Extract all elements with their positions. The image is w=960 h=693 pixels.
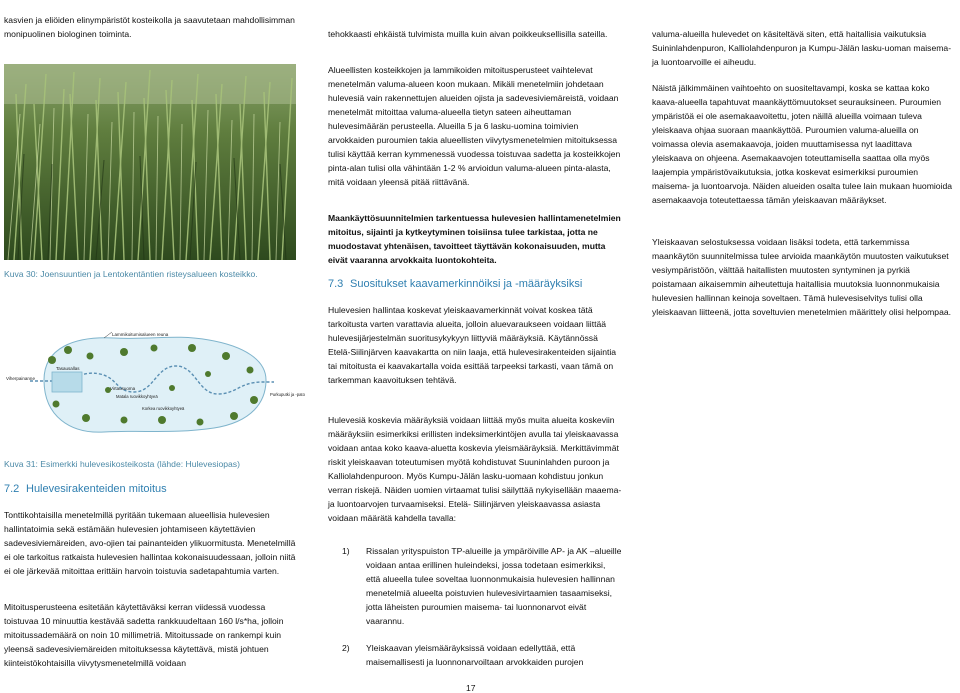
wetland-diagram — [4, 330, 305, 438]
col3-paragraph-1: valuma-alueilla hulevedet on käsiteltävä siten, että haitallisia vaikutuksia Suininlahdenpuron, Kalliolahdenpuron ja Kumpu-Jälän lasku-uoman maisema- ja luontoarvoille ei aiheudu. — [652, 29, 952, 68]
section-title: Hulevesirakenteiden mitoitus — [26, 483, 167, 495]
section-number: 7.3 — [328, 278, 344, 290]
section-heading-7-3 — [328, 277, 622, 291]
col2-paragraph-1: tehokkaasti ehkäistä tulvimista muilla kuin aivan poikkeuksellisilla sateilla. — [328, 29, 608, 39]
col2-paragraph-4: Hulevesien hallintaa koskevat yleiskaavamerkinnät voivat koskea tätä tarkoitusta varten varattavia alueita, jolloin aluevaraukseen voidaan liittää hulevesijärjestelmän suoritusykykyyn liittyviä määräyksiä. Käytännössä Etelä-Siilinjärven kaavakartta on niin laaja, että hulevesirakenteiden sijaintia tai mitoitusta ei kaavakartalla voida esittää tarpeeksi tarkasti, vaan tämä on tarkemman kaavoituksen tehtävä. — [328, 305, 617, 386]
list-item — [342, 641, 622, 669]
col2-bold-paragraph: Maankäyttösuunnitelmien tarkentuessa hulevesien hallintamenetelmien mitoitus, sijainti ja kytkeytyminen toisiinsa tulee tarkistaa, jotta ne muodostavat yhtenäisen, tavoitteet täyttävän kokonaisuuden, mutta eivät vaaranna arvokkaita luontokohteita. — [328, 213, 621, 266]
wetland-photo — [4, 64, 296, 260]
recommendation-list — [342, 544, 622, 669]
section-number: 7.2 — [4, 483, 20, 495]
list-item-number: 1) — [342, 546, 350, 556]
section-heading-7-2 — [4, 482, 167, 496]
col3-paragraph-2: Näistä jälkimmäinen vaihtoehto on suositeltavampi, koska se kattaa koko kaava-alueella tapahtuvat maankäyttömuutokset seurauksineen. Puroumien ympäristöä ei ole asemakaavoitettu, joten näillä alueilla voimaan tuleva yleiskaava ohjaa suoraan maankäyttöä. Puroumien valuma-alueilla on voimassa olevia asemakaavoja, joiden muuttamisessa nyt laadittava yleiskaava on ohjeena. Asemakaavojen toteuttamisella saattaa olla myös laajempia ympäristövaikutuksia, jotka koskevat esimerkiksi puroumien maisema- ja luontoarvoja. Näiden alueiden osalta tulee lain mukaan huomioida asemakaavoja toteutettaessa tämän yleiskaavan määräykset. — [652, 83, 953, 206]
reed-photo-illustration — [4, 64, 296, 260]
diagram-label-inlet: Viherpainanne — [6, 376, 35, 381]
diagram-label-high: Korkea ruovikkoyhtyeä — [142, 406, 185, 411]
list-item-text: Rissalan yrityspuiston TP-alueille ja ympäröiville AP- ja AK –alueille voidaan antaa erillinen huleindeksi, jossa todetaan esimerkiksi, että alueella tulee soveltaa luonnonmukaisia hulevesien hallinnan menetelmiä alueelta poistuvien hulevesivirtaamien tasaamiseksi, jotta läheisten puroumien maisema- tai luonnonarvot eivät vaarannu. — [366, 546, 622, 627]
diagram-label-settling: Tasausallas — [56, 366, 80, 371]
diagram-label-outlet: Purkuputki ja -pato — [270, 392, 305, 397]
wetland-diagram-illustration — [4, 330, 305, 438]
diagram-label-shallow: Matala ruovikkoyhtyeä — [116, 394, 158, 399]
page-number: 17 — [466, 683, 476, 693]
col3-paragraph-3: Yleiskaavan selostuksessa voidaan lisäksi todeta, että tarkemmissa maankäytön suunnitelmissa tulee arvioida maankäytön muutosten vaikutukset vesiympäristöön, välttää haitallisten muutosten syntyminen ja pyrkiä poistamaan aikaisemmin aiheutettuja haitallisia muutoksia luonnonmukaisia hulevesien hallinnan keinoja soveltaen. Tämä hulevesiselvitys tulisi olla yleiskaavan liitteenä, jotta soveltuvien menetelmien määrittely olisi helpompaa. — [652, 237, 952, 318]
figure-31-caption: Kuva 31: Esimerkki hulevesikosteikosta (lähde: Hulevesiopas) — [4, 459, 240, 469]
col2-paragraph-2: Alueellisten kosteikkojen ja lammikoiden mitoitusperusteet vaihtelevat menetelmän valuma-alueen koon mukaan. Mikäli menetelmiin johdetaan hulevesiä vain rakennettujen alueiden ojista ja sadevesiviemäreistä, voidaan menetelmät mitoittaa valuma-alueella tietyn sateen aiheuttaman hulevesimäärän perusteella. Alueilla 5 ja 6 lasku-uomina toimivien arvokkaiden puroumien takia alueellisten viivytysmenetelmien mitoituksessa tulisi käyttää kerran kymmenessä vuodessa toistuvaa sadetta ja kosteikkojen pinta-alan tulisi olla vähintään 1-2 % arvioidun valuma-alueen pinta-alasta, mitä voidaan yleensä pitää riittävänä. — [328, 65, 621, 188]
diagram-label-channel: Virtausuoma — [110, 386, 136, 391]
col1-paragraph-1: Tonttikohtaisilla menetelmillä pyritään tukemaan alueellisia hulevesien hallintatoimia sekä estämään hulevesien johtamiseen käytettävien sadevesiviemäreiden, avo-ojien tai painanteiden ylikuormitusta. Menetelmillä ei ole tarkoitus ratkaista hulevesien hallintaa kokonaisuudessaan, jolloin niitä ei ole järkevää mitoittaa erittäin harvoin toistuvia sadetapahtumia varten. — [4, 510, 296, 577]
col1-paragraph-2: Mitoitusperusteena esitetään käytettäväksi kerran viidessä vuodessa toistuvaa 10 minuuttia kestävää sadetta rankkuudeltaan 160 l/s*ha, jolloin mitoitussademäärä on noin 10 millimetriä. Mitoitussade on rankempi kuin yleensä sadevesiviemäreiden mitoituksessa käytettävä, mistä johtuen kiinteistökohtaisilla viivytysmenetelmillä voidaan — [4, 602, 284, 669]
list-item-number: 2) — [342, 643, 350, 654]
intro-paragraph: kasvien ja eliöiden elinympäristöt kosteikolla ja saavutetaan mahdollisimman monipuolinen biologinen toiminta. — [4, 15, 295, 40]
section-title: Suositukset kaavamerkinnöiksi ja -määräyksiksi — [350, 278, 583, 290]
list-item — [342, 544, 622, 628]
col2-paragraph-5: Hulevesiä koskevia määräyksiä voidaan liittää myös muita alueita koskeviin määräyksiin esimerkiksi erillisten indeksimerkintöjen avulla tai yleiskaavassa voidaan antaa koko kaava-aluetta koskevia yleismääräyksiä. Merkittävimmät riskit yleiskaavan toteutumisen myötä kohdistuvat Suuninlahden puroon ja Kalliolahdenpuroon. Myös Kumpu-Jälän lasku-uomaan kohdistuu jonkun verran riskejä. Näiden uomien virtaamat tulisi säilyttää nykyisellään maaema- ja luontoarvojen turvaamiseksi. Etelä- Siilinjärven yleiskaavassa asiasta voidaan määrätä kahdella tavalla: — [328, 415, 622, 524]
figure-30-caption: Kuva 30: Joensuuntien ja Lentokentäntien risteysalueen kosteikko. — [4, 269, 258, 279]
diagram-label-edge: Lammikoitumisalueen reuna — [112, 332, 169, 337]
list-item-text: Yleiskaavan yleismääräyksissä voidaan edellyttää, että maisemallisesti ja luonnonarvoiltaan arvokkaiden purojen — [366, 643, 584, 668]
